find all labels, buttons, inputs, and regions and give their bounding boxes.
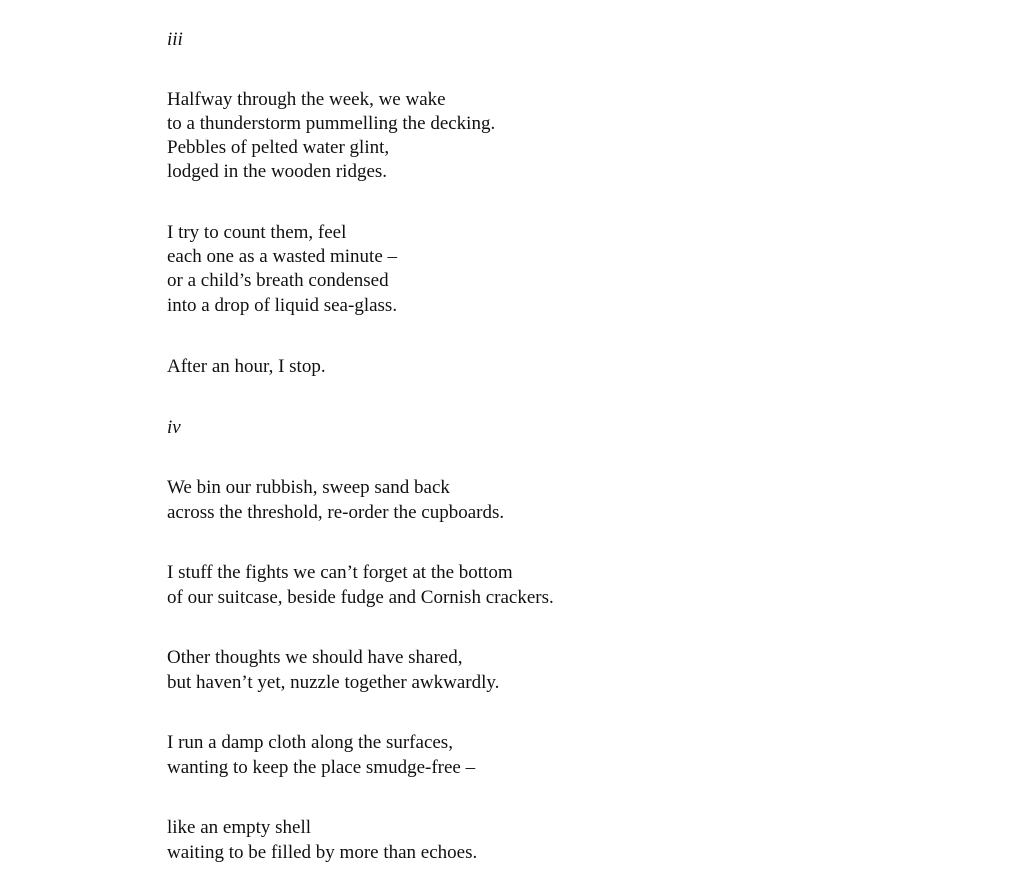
- poem-line: I stuff the fights we can’t forget at the bottom: [167, 562, 513, 583]
- poem-line: each one as a wasted minute –: [167, 246, 398, 267]
- poem-line: of our suitcase, beside fudge and Cornish crackers.: [167, 587, 554, 608]
- poem-line: across the threshold, re-order the cupboards.: [167, 502, 505, 523]
- poem-line: I try to count them, feel: [167, 222, 347, 243]
- poem-line: Other thoughts we should have shared,: [167, 647, 463, 668]
- section-number-iii: iii: [167, 29, 183, 50]
- poem-line: Pebbles of pelted water glint,: [167, 137, 390, 158]
- poem-line: After an hour, I stop.: [167, 356, 326, 377]
- poem-line: like an empty shell: [167, 817, 312, 838]
- poem-line: but haven’t yet, nuzzle together awkwardly.: [167, 672, 500, 693]
- poem-line: lodged in the wooden ridges.: [167, 161, 388, 182]
- poem-line: I run a damp cloth along the surfaces,: [167, 732, 453, 753]
- poem-line: to a thunderstorm pummelling the decking.: [167, 113, 496, 134]
- poem-line: into a drop of liquid sea-glass.: [167, 295, 398, 316]
- poem-line: wanting to keep the place smudge-free –: [167, 757, 476, 778]
- poem-line: waiting to be filled by more than echoes.: [167, 842, 478, 863]
- section-number-iv: iv: [167, 417, 181, 438]
- poem-line: or a child’s breath condensed: [167, 270, 389, 291]
- poem-line: Halfway through the week, we wake: [167, 89, 446, 110]
- poem-line: We bin our rubbish, sweep sand back: [167, 477, 450, 498]
